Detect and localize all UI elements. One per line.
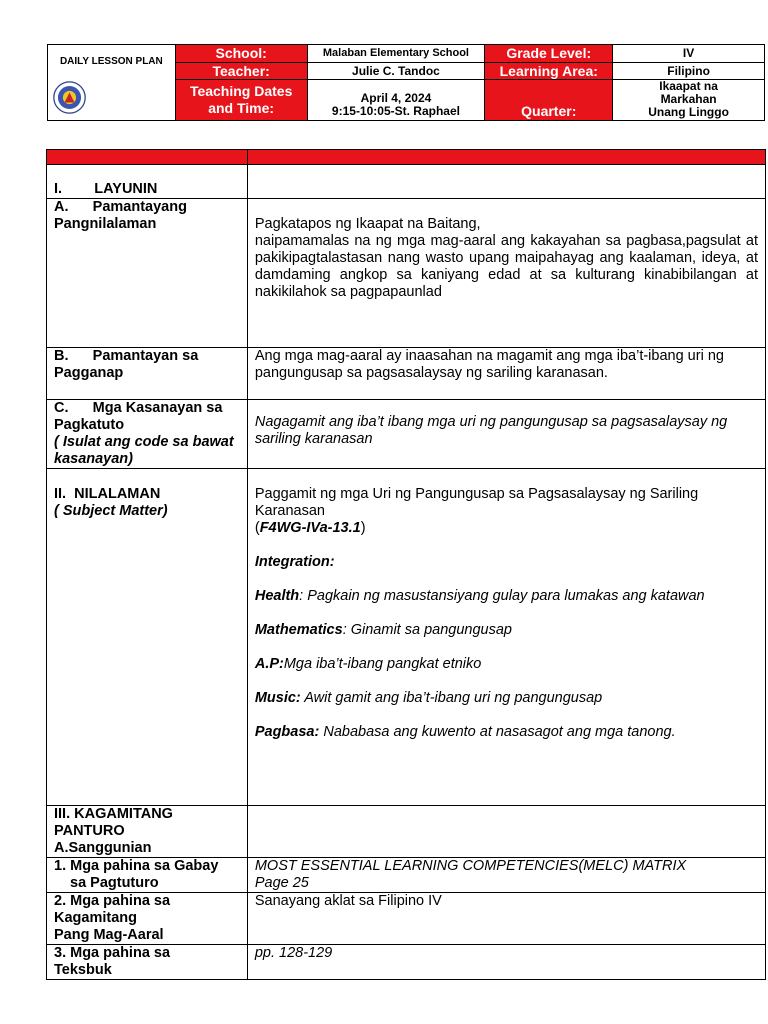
teacher-value: Julie C. Tandoc [307, 63, 485, 80]
kagamitan-row [47, 806, 766, 858]
pagganap-label: B. Pamantayan sa Pagganap [47, 348, 248, 400]
table-header-row [47, 150, 766, 165]
kagamitang-text: Sanayang aklat sa Filipino IV [247, 893, 765, 945]
teacher-label: Teacher: [175, 63, 307, 80]
teksbuk-label: 3. Mga pahina sa Teksbuk [47, 945, 248, 980]
layunin-label: I. LAYUNIN [47, 165, 248, 199]
deped-seal-icon [53, 81, 86, 114]
kagamitan-label: III. KAGAMITANG PANTURO A.Sanggunian [47, 806, 248, 858]
learning-area-value: Filipino [613, 63, 765, 80]
nilalaman-label: II. NILALAMAN ( Subject Matter) [47, 469, 248, 806]
kagamitang-row [47, 893, 766, 945]
gabay-label: 1. Mga pahina sa Gabay sa Pagtuturo [47, 858, 248, 893]
learning-area-label: Learning Area: [485, 63, 613, 80]
teaching-dates-value: April 4, 2024 9:15-10:05-St. Raphael [307, 80, 485, 121]
pamantayang-label: A. Pamantayang Pangnilalaman [47, 199, 248, 348]
school-label: School: [175, 45, 307, 63]
kagamitang-label: 2. Mga pahina sa Kagamitang Pang Mag-Aaral [47, 893, 248, 945]
nilalaman-row [47, 469, 766, 806]
teksbuk-text: pp. 128-129 [247, 945, 765, 980]
nilalaman-content: Paggamit ng mga Uri ng Pangungusap sa Pagsasalaysay ng Sariling Karanasan (F4WG-IVa-13.1) Integration: Health: Pagkain ng masustansiyang gulay para lumakas ang katawan Mathematics: Ginamit sa pangungusap A.P:Mga iba’t-ibang pangkat etniko Music: Awit gamit ang iba’t-ibang uri ng pangungusap Pagbasa: Nababasa ang kuwento at nasasagot ang mga tanong. [247, 469, 765, 806]
quarter-label: Quarter: [485, 80, 613, 121]
grade-level-label: Grade Level: [485, 45, 613, 63]
grade-level-value: IV [613, 45, 765, 63]
pamantayang-text: Pagkatapos ng Ikaapat na Baitang, naipamamalas na ng mga mag-aaral ang kakayahan sa pagbasa,pagsulat at pakikipagtalastasan nang wasto upang maipahayag ang kaalaman, ideya, at damdaming angkop sa kaniyang edad at sa kulturang kinabibilangan at nakikilahok sa pagpapaunlad [247, 199, 765, 348]
document-title: DAILY LESSON PLAN [59, 56, 163, 67]
school-value: Malaban Elementary School [307, 45, 485, 63]
lesson-plan-table [46, 149, 766, 980]
teksbuk-row [47, 945, 766, 980]
header-table [47, 44, 765, 121]
pamantayang-row [47, 199, 766, 348]
kasanayan-row [47, 400, 766, 469]
logo-cell [48, 45, 176, 121]
pagganap-text: Ang mga mag-aaral ay inaasahan na magamit ang mga iba’t-ibang uri ng pangungusap sa pagsasalaysay ng sariling karanasan. [247, 348, 765, 400]
quarter-value: Ikaapat na Markahan Unang Linggo [613, 80, 765, 121]
kasanayan-text: Nagagamit ang iba’t ibang mga uri ng pangungusap sa pagsasalaysay ng sariling karanasan [247, 400, 765, 469]
gabay-row [47, 858, 766, 893]
pagganap-row [47, 348, 766, 400]
gabay-text: MOST ESSENTIAL LEARNING COMPETENCIES(MELC) MATRIX Page 25 [247, 858, 765, 893]
layunin-row [47, 165, 766, 199]
teaching-dates-label: Teaching Dates and Time: [175, 80, 307, 121]
kasanayan-label: C. Mga Kasanayan sa Pagkatuto ( Isulat ang code sa bawat kasanayan) [47, 400, 248, 469]
